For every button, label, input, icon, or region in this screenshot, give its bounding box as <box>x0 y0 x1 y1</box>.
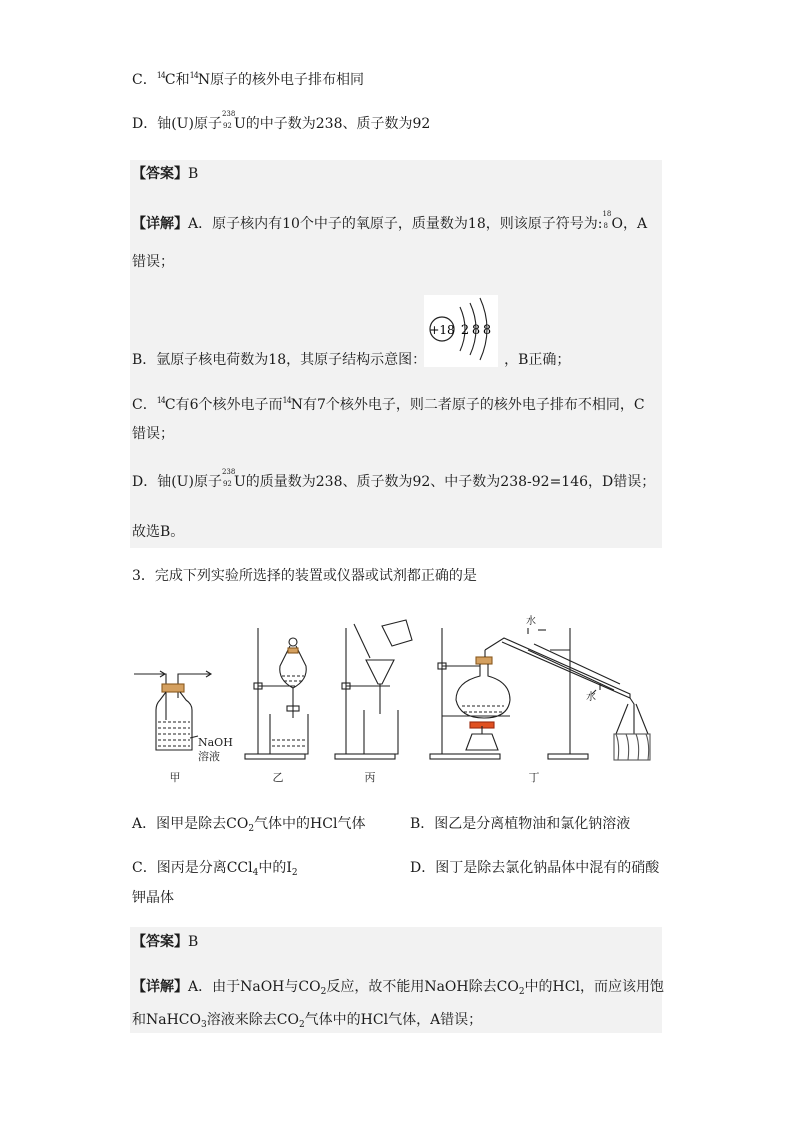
shell-3-count: 8 <box>482 323 492 338</box>
q3-option-c: C．图丙是分离CCl$_4$中的$I_2$ <box>132 860 298 878</box>
answer-1: 【答案】B <box>132 166 199 182</box>
water-in-label: 水 <box>526 616 536 627</box>
detail1-d: D．铀(U)原子 238 92 U的质量数为238、质子数为92、中子数为238-92=146，D错误； <box>132 468 656 490</box>
q3-option-a: A．图甲是除去$CO_2$气体中的HCl气体 <box>132 816 366 834</box>
distillation-apparatus <box>430 628 650 760</box>
detail1-a: 【详解】A．原子核内有10个中子的氧原子，质量数为18，则该原子符号为: 18 8 O，A <box>132 210 648 232</box>
detail1-conclusion: 故选B。 <box>132 524 185 540</box>
detail1-c: C．$^{14}$C有6个核外电子而$^{14}$N有7个核外电子，则二者原子的核外电子排布不相同，C <box>132 396 645 413</box>
filtration-stand <box>335 620 412 759</box>
uranium-isotope-2: 238 92 <box>221 468 236 488</box>
separatory-funnel-stand <box>245 628 308 759</box>
detail3-line1: 【详解】A．由于NaOH与$CO_2$反应，故不能用NaOH除去$CO_2$中的HCl，而应该用饱 <box>132 979 664 997</box>
detail1-a-line2: 错误； <box>132 254 174 270</box>
shell-2-count: 8 <box>471 323 481 338</box>
apparatus-figure <box>130 610 660 790</box>
detail3-line2: 和NaHCO$_3$溶液来除去$CO_2$气体中的HCl气体，A错误； <box>132 1012 483 1030</box>
solution-label: 溶液 <box>198 750 220 763</box>
q3-option-b: B．图乙是分离植物油和氯化钠溶液 <box>410 816 631 832</box>
figure-label-ding: 丁 <box>528 771 540 784</box>
uranium-isotope: 238 92 <box>221 110 236 130</box>
question-3-stem: 3．完成下列实验所选择的装置或仪器或试剂都正确的是 <box>132 568 477 584</box>
shell-1-count: 2 <box>460 323 470 338</box>
q3-option-d-line2: 钾晶体 <box>132 890 174 906</box>
detail1-c-line2: 错误； <box>132 426 174 442</box>
water-out-label: 水 <box>586 692 596 703</box>
figure-label-yi: 乙 <box>272 771 284 784</box>
prev-option-d: D．铀(U)原子 238 92 U的中子数为238、质子数为92 <box>132 110 431 132</box>
figure-label-jia: 甲 <box>169 771 181 784</box>
detail1-b: B．氩原子核电荷数为18，其原子结构示意图： ，B正确； <box>132 352 571 368</box>
answer-3: 【答案】B <box>132 934 199 950</box>
q3-option-d: D．图丁是除去氯化钠晶体中混有的硝酸 <box>410 860 660 876</box>
naoh-label: NaOH <box>198 736 233 749</box>
oxygen-isotope: 18 8 <box>602 210 612 230</box>
figure-label-bing: 丙 <box>364 771 376 784</box>
prev-option-c: C．$^{14}$C和$^{14}$N原子的核外电子排布相同 <box>132 71 365 88</box>
nucleus-charge: +18 <box>429 323 455 337</box>
